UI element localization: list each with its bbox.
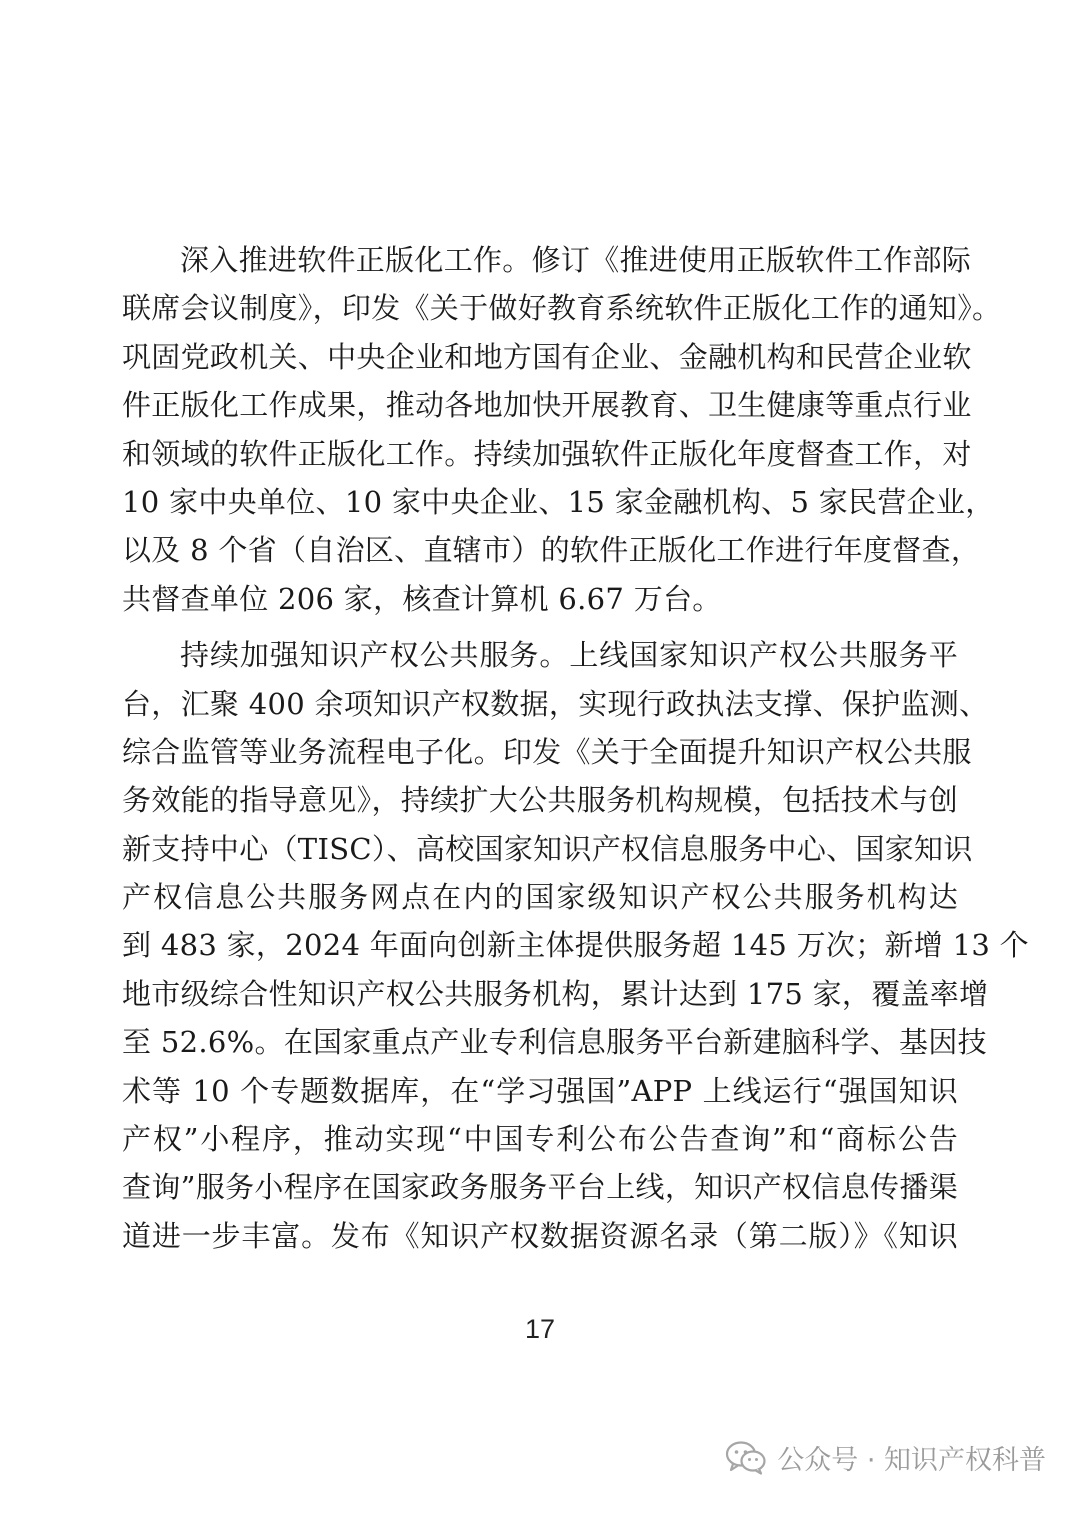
text-line: 术等 10 个专题数据库，在“学习强国”APP 上线运行“强国知识 (122, 1073, 958, 1108)
text-line: 务效能的指导意见》，持续扩大公共服务机构规模，包括技术与创 (122, 783, 958, 818)
text-line: 产权”小程序，推动实现“中国专利公布公告查询”和“商标公告 (122, 1122, 958, 1157)
body-text (122, 236, 1029, 1260)
text-line: 件正版化工作成果，推动各地加快开展教育、卫生健康等重点行业 (122, 388, 972, 423)
text-line: 综合监管等业务流程电子化。印发《关于全面提升知识产权公共服 (122, 734, 972, 769)
text-line: 新支持中心（TISC）、高校国家知识产权信息服务中心、国家知识 (122, 831, 973, 866)
text-line: 地市级综合性知识产权公共服务机构，累计达到 175 家，覆盖率增 (122, 976, 989, 1011)
page-number: 17 (524, 1314, 556, 1344)
text-line: 台，汇聚 400 余项知识产权数据，实现行政执法支撑、保护监测、 (122, 686, 989, 721)
paragraph-software-licensing (122, 236, 1002, 623)
text-line: 联席会议制度》，印发《关于做好教育系统软件正版化工作的通知》。 (122, 291, 1002, 326)
watermark (725, 1434, 1046, 1480)
paragraph-ip-public-service (122, 631, 1029, 1260)
watermark-text: 公众号 · 知识产权科普 (777, 1444, 1046, 1476)
text-line: 巩固党政机关、中央企业和地方国有企业、金融机构和民营企业软 (122, 339, 972, 374)
text-line: 到 483 家，2024 年面向创新主体提供服务超 145 万次；新增 13 个 (122, 928, 1029, 963)
text-line: 深入推进软件正版化工作。修订《推进使用正版软件工作部际 (180, 243, 972, 277)
text-line: 10 家中央单位、10 家中央企业、15 家金融机构、5 家民营企业， (122, 484, 995, 519)
wechat-icon (725, 1439, 767, 1475)
text-line: 道进一步丰富。发布《知识产权数据资源名录（第二版）》《知识 (122, 1218, 958, 1253)
text-line: 持续加强知识产权公共服务。上线国家知识产权公共服务平 (180, 638, 958, 673)
text-line: 至 52.6%。在国家重点产业专利信息服务平台新建脑科学、基因技 (122, 1025, 987, 1060)
text-line: 产权信息公共服务网点在内的国家级知识产权公共服务机构达 (122, 880, 958, 915)
text-line: 共督查单位 206 家，核查计算机 6.67 万台。 (122, 581, 722, 616)
text-line: 查询”服务小程序在国家政务服务平台上线，知识产权信息传播渠 (122, 1170, 958, 1205)
text-line: 和领域的软件正版化工作。持续加强软件正版化年度督查工作，对 (122, 436, 972, 471)
text-line: 以及 8 个省（自治区、直辖市）的软件正版化工作进行年度督查， (122, 533, 981, 568)
